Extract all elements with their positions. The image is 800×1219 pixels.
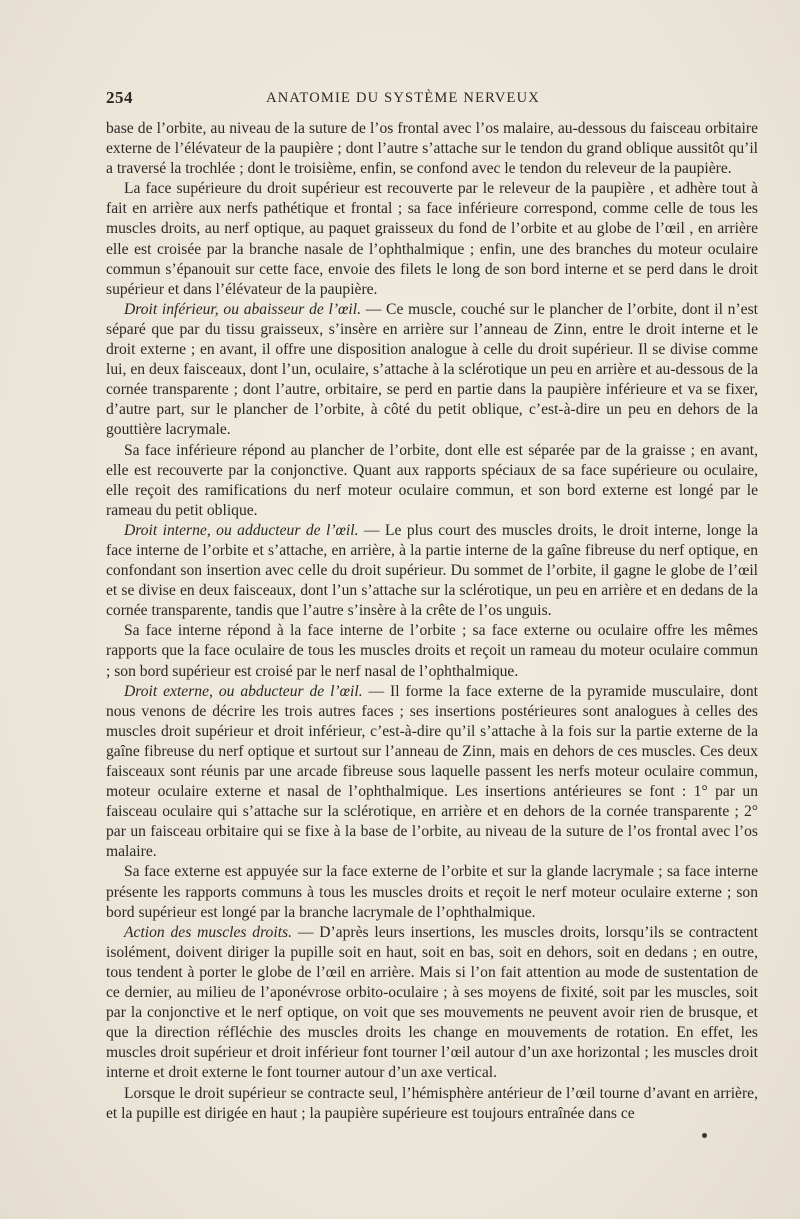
page-number: 254: [106, 88, 133, 107]
paragraph-text: Sa face externe est appuyée sur la face externe de l’orbite et sur la glande lacrymale ; sa face interne présente les rapports communs à tous les muscles droits et reçoit le nerf moteur oculaire externe ; son bord supérieur est longé par la branche lacrymale de l’ophthalmique.: [106, 863, 758, 921]
paragraph: [106, 621, 758, 681]
paragraph: [106, 441, 758, 521]
ink-speck: [702, 1133, 707, 1138]
paragraph: [106, 521, 758, 621]
paragraph-text: — Ce muscle, couché sur le plancher de l’orbite, dont il n’est séparé que par du tissu graisseux, s’insère en arrière sur l’anneau de Zinn, entre le droit interne et le droit externe ; en avant, il offre une disposition analogue à celle du droit supérieur. Il se divise comme lui, en deux faisceaux, dont l’un, oculaire, s’attache à la sclérotique un peu en arrière et au-dessous de la cornée transparente ; dont l’autre, orbitaire, se perd en partie dans la paupière inférieure et va se fixer, d’autre part, sur le plancher de l’orbite, à côté du petit oblique, c’est-à-dire un peu en dehors de la gouttière lacrymale.: [106, 300, 758, 439]
paragraph-text: — D’après leurs insertions, les muscles droits, lorsqu’ils se contractent isolément, doivent diriger la pupille soit en haut, soit en bas, soit en dehors, soit en dedans ; en outre, tous tendent à porter le globe de l’œil en arrière. Mais si l’on fait attention au mode de sustentation de ce dernier, au milieu de l’aponévrose orbito-oculaire ; à ses moyens de fixité, soit par les muscles, soit par la conjonctive et le nerf optique, on voit que ses mouvements ne peuvent avoir rien de brusque, et que la direction réfléchie des muscles droits les change en mouvements de rotation. En effet, les muscles droit supérieur et droit inférieur font tourner l’œil autour d’un axe horizontal ; les muscles droit interne et droit externe le font tourner autour d’un axe vertical.: [106, 923, 758, 1082]
paragraph: [106, 862, 758, 922]
section-heading-action-muscles-droits: Action des muscles droits.: [124, 923, 292, 941]
paragraph-text: Sa face interne répond à la face interne de l’orbite ; sa face externe ou oculaire offre les mêmes rapports que la face oculaire de tous les muscles droits et reçoit un rameau du moteur oculaire commun ; son bord supérieur est croisé par le nerf nasal de l’ophthalmique.: [106, 622, 758, 680]
body-text: [106, 119, 758, 1124]
paragraph: [106, 300, 758, 441]
paragraph: [106, 923, 758, 1084]
paragraph-text: Sa face inférieure répond au plancher de l’orbite, dont elle est séparée par de la graisse ; en avant, elle est recouverte par la conjonctive. Quant aux rapports spéciaux de sa face supérieure ou oculaire, elle reçoit des ramifications du nerf moteur oculaire commun, et son bord externe est longé par le rameau du petit oblique.: [106, 441, 758, 519]
paragraph: [106, 119, 758, 179]
paragraph: [106, 1084, 758, 1124]
section-heading-droit-externe: Droit externe, ou abducteur de l’œil.: [124, 682, 363, 700]
paragraph: [106, 682, 758, 863]
section-heading-droit-interne: Droit interne, ou adducteur de l’œil.: [124, 521, 359, 539]
paragraph-text: base de l’orbite, au niveau de la suture de l’os frontal avec l’os malaire, au-dessous du faisceau orbitaire externe de l’élévateur de la paupière ; dont l’autre s’attache sur le tendon du grand oblique aussitôt qu’il a traversé la trochlée ; dont le troisième, enfin, se confond avec le tendon du releveur de la paupière.: [106, 120, 758, 178]
paragraph: [106, 179, 758, 300]
paragraph-text: La face supérieure du droit supérieur est recouverte par le releveur de la paupière , et adhère tout à fait en arrière aux nerfs pathétique et frontal ; sa face inférieure correspond, comme celle de tous les muscles droits, au nerf optique, au paquet graisseux du fond de l’orbite et au globe de l’œil , en arrière elle est croisée par la branche nasale de l’ophthalmique ; enfin, une des branches du moteur oculaire commun s’épanouit sur cette face, envoie des filets le long de son bord interne et se perd dans le droit supérieur et dans l’élévateur de la paupière.: [106, 180, 758, 298]
paragraph-text: — Le plus court des muscles droits, le droit interne, longe la face interne de l’orbite et s’attache, en arrière, à la partie interne de la gaîne fibreuse du nerf optique, en confondant son insertion avec celle du droit supérieur. Du sommet de l’orbite, il gagne le globe de l’œil et se divise en deux faisceaux, dont l’un s’attache sur la sclérotique, un peu en arrière et en dedans de la cornée transparente, tandis que l’autre s’insère à la crête de l’os unguis.: [106, 521, 758, 620]
paragraph-text: — Il forme la face externe de la pyramide musculaire, dont nous venons de décrire les trois autres faces ; ses insertions postérieures sont analogues à celles des muscles droit supérieur et droit inférieur, c’est-à-dire qu’il s’attache à la fois sur la partie externe de la gaîne fibreuse du nerf optique et surtout sur l’anneau de Zinn, mais en dehors de ces muscles. Ces deux faisceaux sont réunis par une arcade fibreuse sous laquelle passent les nerfs moteur oculaire commun, moteur oculaire externe et nasal de l’ophthalmique. Les insertions antérieures se font : 1° par un faisceau oculaire qui s’attache sur la sclérotique, en arrière et en dehors de la cornée transparente ; 2° par un faisceau orbitaire qui se fixe à la base de l’orbite, au niveau de la suture de l’os frontal avec l’os malaire.: [106, 682, 758, 861]
section-heading-droit-inferieur: Droit inférieur, ou abaisseur de l’œil.: [124, 300, 361, 318]
paragraph-text: Lorsque le droit supérieur se contracte seul, l’hémisphère antérieur de l’œil tourne d’avant en arrière, et la pupille est dirigée en haut ; la paupière supérieure est toujours entraînée dans ce: [106, 1084, 758, 1122]
running-title: ANATOMIE DU SYSTÈME NERVEUX: [266, 90, 540, 106]
page-header: [106, 88, 700, 112]
